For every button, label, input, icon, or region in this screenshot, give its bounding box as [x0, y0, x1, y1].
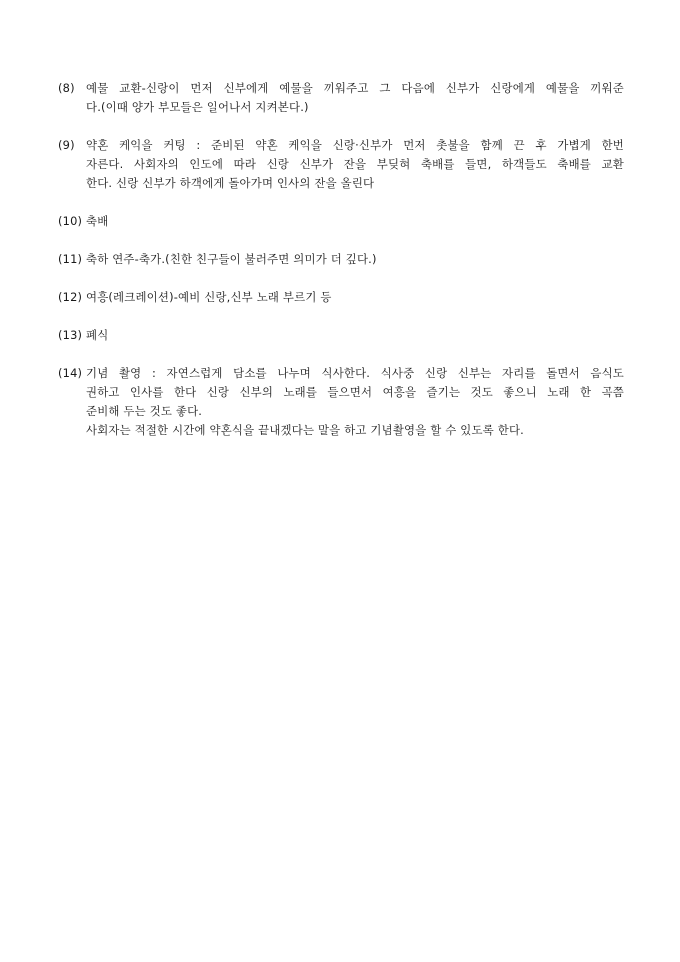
item-text [86, 250, 624, 269]
item-number: (13) [58, 328, 83, 342]
list-item-12 [58, 288, 624, 307]
text-line: 한다. 신랑 신부가 하객에게 돌아가며 인사의 잔을 올린다 [86, 176, 375, 190]
document-page [58, 79, 624, 459]
item-number: (14) [58, 366, 83, 380]
text-line: 권하고 인사를 한다 신랑 신부의 노래를 들으면서 여흥을 즐기는 것도 좋으니 노래 한 곡쯤 [86, 385, 624, 399]
text-line: 여흥(레크레이션)-예비 신랑,신부 노래 부르기 등 [86, 290, 332, 304]
item-text [86, 364, 624, 440]
list-item-8 [58, 79, 624, 117]
item-text [86, 326, 624, 345]
text-line: 기념 촬영 : 자연스럽게 담소를 나누며 식사한다. 식사중 신랑 신부는 자리를 돌면서 음식도 [86, 366, 624, 380]
text-line: 폐식 [86, 328, 109, 342]
item-number: (11) [58, 252, 83, 266]
item-number: (10) [58, 214, 83, 228]
item-text [86, 79, 624, 117]
item-text [86, 136, 624, 193]
list-item-10 [58, 212, 624, 231]
text-line: 축하 연주-축가.(친한 친구들이 불러주면 의미가 더 깊다.) [86, 252, 377, 266]
item-text [86, 212, 624, 231]
item-number: (12) [58, 290, 83, 304]
text-line: 준비해 두는 것도 좋다. [86, 404, 203, 418]
item-text [86, 288, 624, 307]
list-item-9 [58, 136, 624, 193]
text-line: 자른다. 사회자의 인도에 따라 신랑 신부가 잔을 부딪혀 축배를 들면, 하객들도 축배를 교환 [86, 157, 624, 171]
text-line: 약혼 케익을 커팅 : 준비된 약혼 케익을 신랑·신부가 먼저 촛불을 함께 끈 후 가볍게 한번 [86, 138, 624, 152]
text-line: 예물 교환-신랑이 먼저 신부에게 예물을 끼워주고 그 다음에 신부가 신랑에게 예물을 끼워준 [86, 81, 624, 95]
text-line: 축배 [86, 214, 109, 228]
text-line: 사회자는 적절한 시간에 약혼식을 끝내겠다는 말을 하고 기념촬영을 할 수 있도록 한다. [86, 423, 524, 437]
list-item-11 [58, 250, 624, 269]
list-item-13 [58, 326, 624, 345]
text-line: 다.(이때 양가 부모들은 일어나서 지켜본다.) [86, 100, 309, 114]
item-number: (8) [58, 81, 75, 95]
item-number: (9) [58, 138, 75, 152]
list-item-14 [58, 364, 624, 440]
